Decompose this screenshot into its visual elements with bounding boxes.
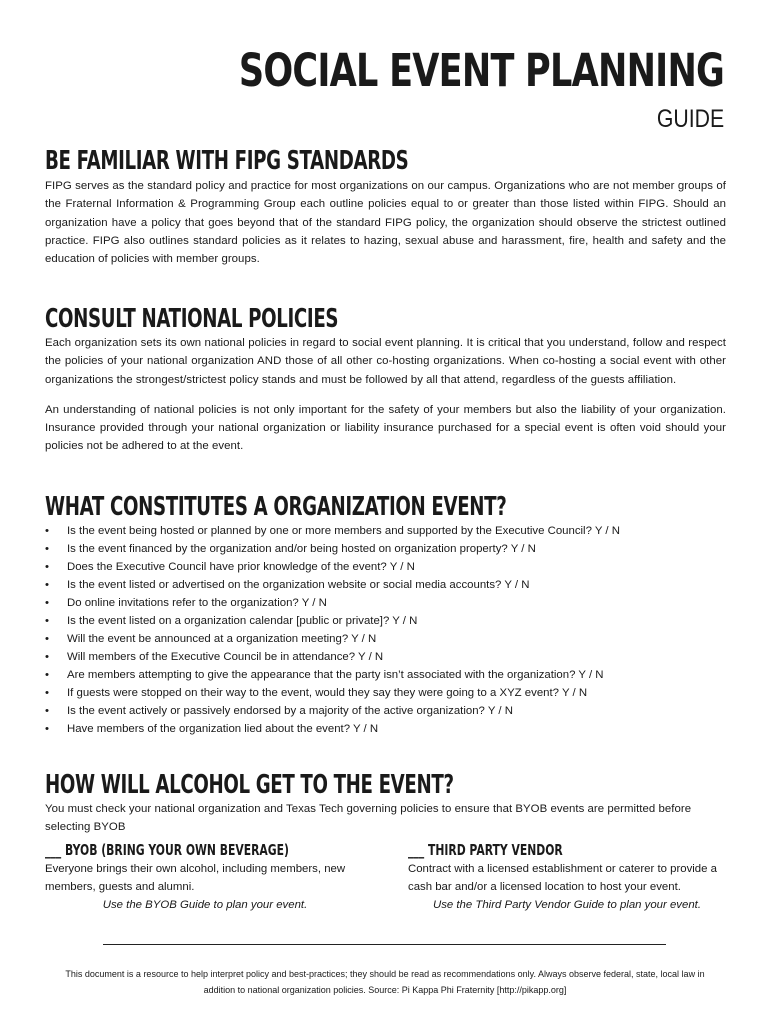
question-text: If guests were stopped on their way to the event, would they say they were going to a XYZ event? Y / N (67, 687, 588, 699)
question-item (45, 630, 726, 648)
bullet-icon: • (45, 579, 49, 591)
section-alcohol (45, 770, 726, 914)
section-fipg (45, 146, 726, 268)
bullet-icon: • (45, 669, 49, 681)
question-list (45, 522, 726, 738)
vendor-heading: ___ THIRD PARTY VENDOR (408, 840, 563, 859)
bullet-icon: • (45, 597, 49, 609)
vendor-body: Contract with a licensed establishment or caterer to provide a cash bar and/or a licensed location to host your event. (408, 862, 717, 893)
question-item (45, 522, 726, 540)
section-heading: BE FAMILIAR WITH FIPG STANDARDS (45, 146, 409, 176)
section-national-policies (45, 304, 726, 456)
question-text: Does the Executive Council have prior knowledge of the event? Y / N (67, 561, 415, 573)
section-heading: HOW WILL ALCOHOL GET TO THE EVENT? (45, 770, 454, 800)
vendor-option (408, 841, 726, 915)
section-heading: CONSULT NATIONAL POLICIES (45, 304, 339, 334)
question-text: Are members attempting to give the appearance that the party isn’t associated with the organization? Y / N (67, 669, 604, 681)
section-body: An understanding of national policies is not only important for the safety of your members but also the liability of your organization. Insurance provided through your national organization or liability insurance purchased for a special event is often void should your policies not be adhered to at the event. (45, 403, 726, 453)
bullet-icon: • (45, 723, 49, 735)
question-text: Is the event being hosted or planned by one or more members and supported by the Executive Council? Y / N (67, 525, 620, 537)
question-item (45, 648, 726, 666)
question-text: Do online invitations refer to the organization? Y / N (67, 597, 327, 609)
bullet-icon: • (45, 633, 49, 645)
question-item (45, 702, 726, 720)
byob-heading: ___ BYOB (BRING YOUR OWN BEVERAGE) (45, 840, 289, 859)
section-organization-event (45, 492, 726, 738)
question-text: Is the event actively or passively endorsed by a majority of the active organization? Y / N (67, 705, 513, 717)
question-item (45, 684, 726, 702)
bullet-icon: • (45, 705, 49, 717)
bullet-icon: • (45, 651, 49, 663)
question-item (45, 540, 726, 558)
alcohol-intro: You must check your national organization and Texas Tech governing policies to ensure that BYOB events are permitted before selecting BYOB (45, 803, 692, 834)
page-title: SOCIAL EVENT PLANNING (238, 44, 724, 97)
question-item (45, 720, 726, 738)
section-body: FIPG serves as the standard policy and practice for most organizations on our campus. Organizations who are not member groups of the Fraternal Information & Programming Group each outline policies equal to or greater than those listed within FIPG. Should an organization have a policy that goes beyond that of the standard FIPG policy, the organization should observe the strictest outlined practice. FIPG also outlines standard policies as it relates to hazing, sexual abuse and harassment, fire, health and safety and the education of policies with member groups. (45, 180, 726, 266)
page-subtitle: GUIDE (656, 105, 724, 133)
question-item (45, 576, 726, 594)
section-body: Each organization sets its own national policies in regard to social event planning. It is critical that you understand, follow and respect the policies of your national organization AND those of all other co-hosting organizations. When co-hosting a social event with other organizations the strongest/strictest policy stands and must be followed by all that attend, regardless of the guests affiliation. (45, 337, 726, 386)
bullet-icon: • (45, 525, 49, 537)
bullet-icon: • (45, 561, 49, 573)
footer-note: This document is a resource to help interpret policy and best-practices; they should be read as recommendations only. Always observe federal, state, local law in addition to national organization policies. Source: Pi Kappa Phi Fraternity [http://pikapp.org] (65, 969, 705, 995)
bullet-icon: • (45, 615, 49, 627)
footer-divider (103, 944, 666, 945)
byob-note: Use the BYOB Guide to plan your event. (102, 899, 308, 912)
question-item (45, 666, 726, 684)
question-item (45, 594, 726, 612)
question-item (45, 558, 726, 576)
byob-body: Everyone brings their own alcohol, including members, new members, guests and alumni. (45, 862, 346, 893)
question-text: Have members of the organization lied about the event? Y / N (67, 723, 379, 735)
question-item (45, 612, 726, 630)
question-text: Will the event be announced at a organization meeting? Y / N (67, 633, 377, 645)
question-text: Is the event financed by the organization and/or being hosted on organization property? Y / N (67, 543, 536, 555)
question-text: Is the event listed or advertised on the organization website or social media accounts? Y / N (67, 579, 530, 591)
byob-option (45, 841, 365, 915)
section-heading: WHAT CONSTITUTES A ORGANIZATION EVENT? (45, 492, 507, 522)
bullet-icon: • (45, 687, 49, 699)
question-text: Will members of the Executive Council be in attendance? Y / N (67, 651, 384, 663)
bullet-icon: • (45, 543, 49, 555)
vendor-note: Use the Third Party Vendor Guide to plan your event. (432, 899, 702, 912)
question-text: Is the event listed on a organization calendar [public or private]? Y / N (67, 615, 418, 627)
